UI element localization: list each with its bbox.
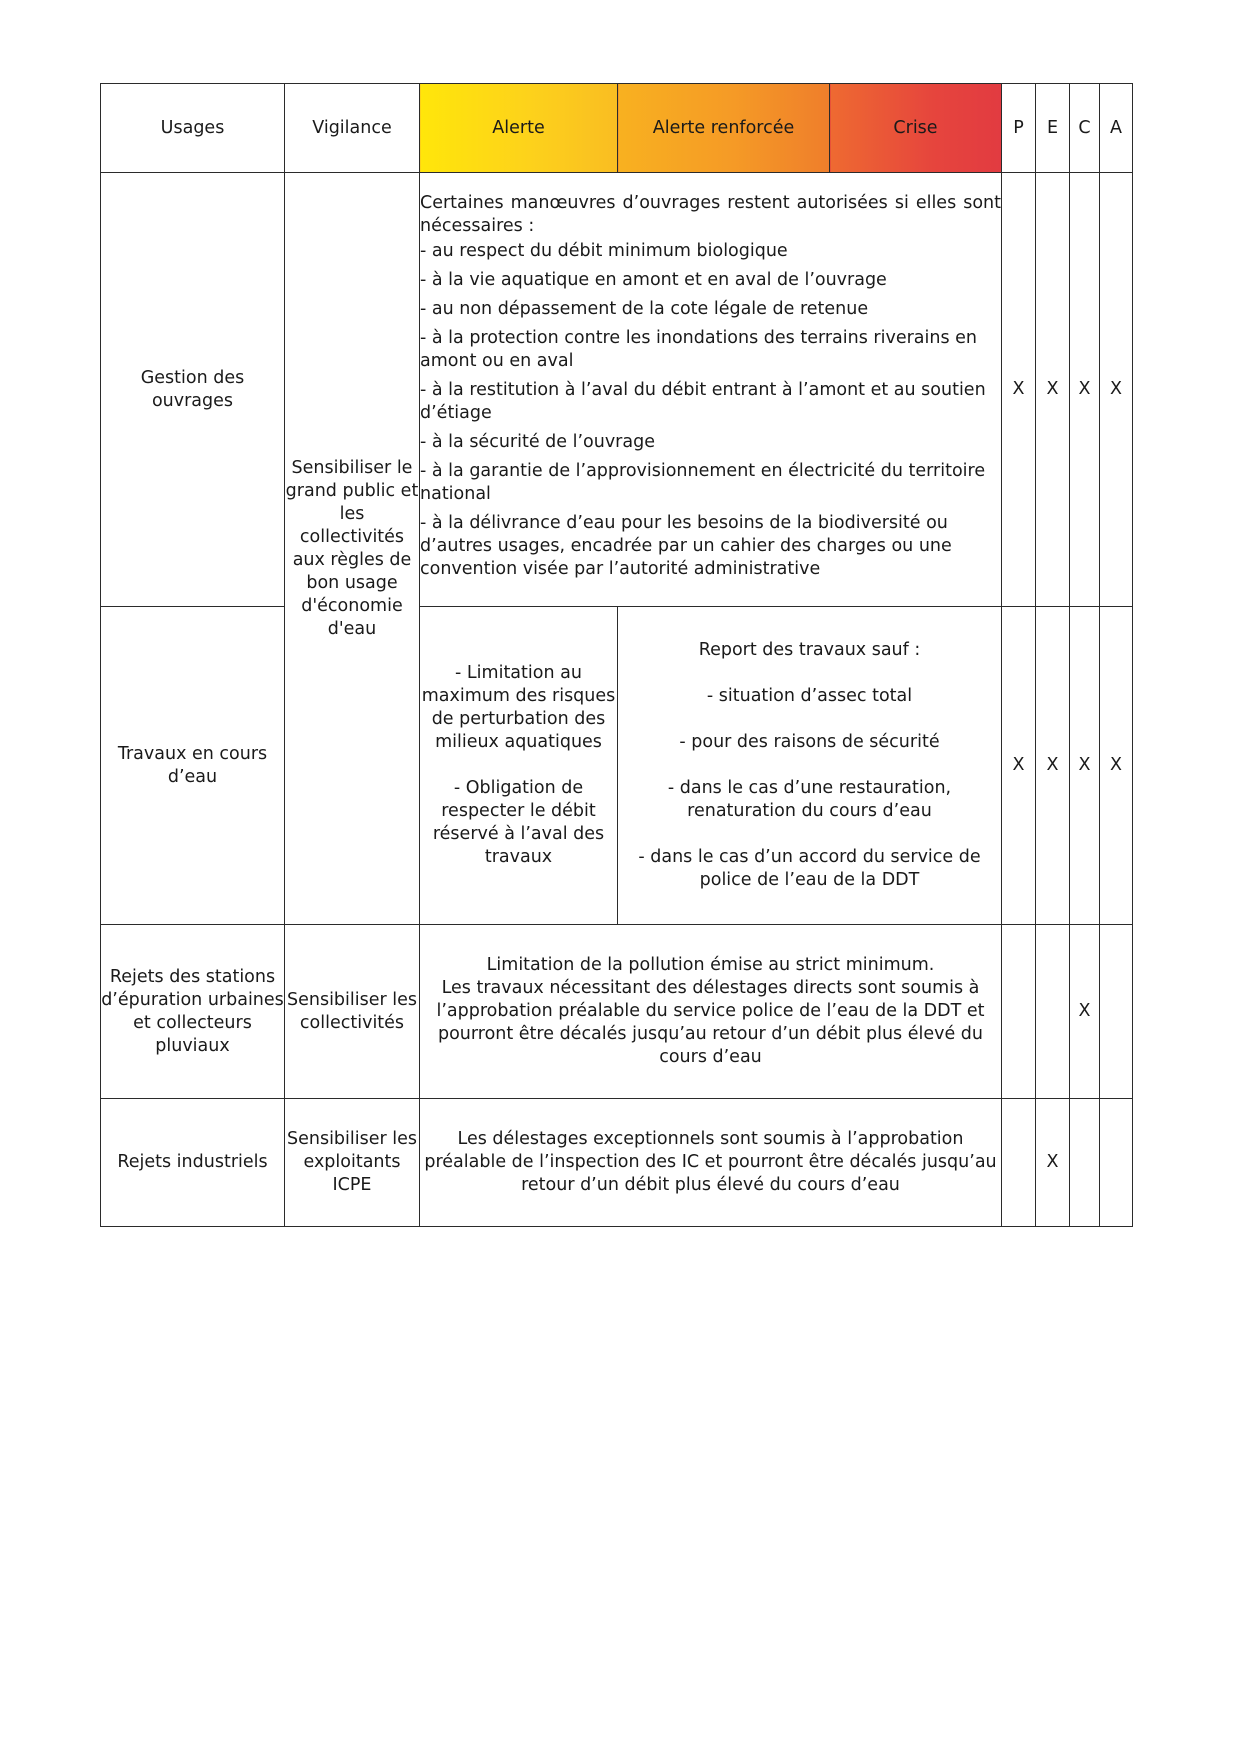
- stations-limitation: Limitation de la pollution émise au strict minimum.: [486, 955, 935, 975]
- travaux-mark-p: X: [1002, 607, 1036, 925]
- vigilance-sensibiliser-grand-public: Sensibiliser le grand public et les collectivités aux règles de bon usage d'économie d'eau: [285, 173, 420, 925]
- usage-travaux-cours-eau: Travaux en cours d’eau: [101, 607, 285, 925]
- document-page: [100, 83, 1132, 1225]
- travaux-report-measures: [618, 607, 1002, 925]
- vigilance-sensibiliser-exploitants: Sensibiliser les exploitants ICPE: [285, 1099, 420, 1227]
- gestion-mark-p: X: [1002, 173, 1036, 607]
- header-alerte-renforcee: Alerte renforcée: [618, 84, 830, 173]
- gestion-item: - à la restitution à l’aval du débit entrant à l’amont et au soutien d’étiage: [420, 380, 986, 423]
- header-p: P: [1002, 84, 1036, 173]
- gestion-item: - au respect du débit minimum biologique: [420, 241, 788, 261]
- gestion-mark-e: X: [1036, 173, 1070, 607]
- row-rejets-industriels: [101, 1099, 1133, 1227]
- travaux-mark-e: X: [1036, 607, 1070, 925]
- industriels-measures: Les délestages exceptionnels sont soumis à l’approbation préalable de l’inspection des IC et pourront être décalés jusqu’au retour d’un débit plus élevé du cours d’eau: [420, 1099, 1002, 1227]
- gestion-item: - à la sécurité de l’ouvrage: [420, 432, 655, 452]
- gestion-mark-a: X: [1100, 173, 1133, 607]
- travaux-report-item: - dans le cas d’une restauration, renaturation du cours d’eau: [667, 778, 952, 821]
- travaux-report-item: - dans le cas d’un accord du service de police de l’eau de la DDT: [638, 847, 981, 890]
- gestion-mark-c: X: [1070, 173, 1100, 607]
- stations-delestages: Les travaux nécessitant des délestages directs sont soumis à l’approbation préalable du service police de l’eau de la DDT et pourront être décalés jusqu’au retour d’un débit plus élevé du cours d’eau: [436, 978, 985, 1067]
- usage-rejets-industriels: Rejets industriels: [101, 1099, 285, 1227]
- header-alerte: Alerte: [420, 84, 618, 173]
- stations-mark-c: X: [1070, 925, 1100, 1099]
- travaux-mark-a: X: [1100, 607, 1133, 925]
- industriels-mark-a: [1100, 1099, 1133, 1227]
- gestion-intro: Certaines manœuvres d’ouvrages restent autorisées si elles sont nécessaires :: [420, 193, 1001, 236]
- travaux-limitation: - Limitation au maximum des risques de perturbation des milieux aquatiques: [421, 663, 616, 752]
- gestion-item: - à la garantie de l’approvisionnement en électricité du territoire national: [420, 461, 986, 504]
- travaux-obligation: - Obligation de respecter le débit réservé à l’aval des travaux: [432, 778, 605, 867]
- gestion-item: - à la protection contre les inondations des terrains riverains en amont ou en aval: [420, 328, 978, 371]
- gestion-item: - au non dépassement de la cote légale de retenue: [420, 299, 869, 319]
- travaux-report-item: - situation d’assec total: [706, 686, 913, 706]
- header-e: E: [1036, 84, 1070, 173]
- travaux-alerte-measures: [420, 607, 618, 925]
- row-rejets-stations: [101, 925, 1133, 1099]
- travaux-report-title: Report des travaux sauf :: [698, 640, 921, 660]
- industriels-mark-c: [1070, 1099, 1100, 1227]
- industriels-mark-p: [1002, 1099, 1036, 1227]
- stations-measures: [420, 925, 1002, 1099]
- row-gestion-ouvrages: [101, 173, 1133, 607]
- travaux-mark-c: X: [1070, 607, 1100, 925]
- travaux-report-item: - pour des raisons de sécurité: [679, 732, 940, 752]
- gestion-exceptions-list: [420, 173, 1002, 607]
- header-usages: Usages: [101, 84, 285, 173]
- stations-mark-e: [1036, 925, 1070, 1099]
- industriels-mark-e: X: [1036, 1099, 1070, 1227]
- restriction-measures-table: [100, 83, 1133, 1227]
- header-row: [101, 84, 1133, 173]
- header-a: A: [1100, 84, 1133, 173]
- usage-gestion-ouvrages: Gestion des ouvrages: [101, 173, 285, 607]
- gestion-item: - à la vie aquatique en amont et en aval de l’ouvrage: [420, 270, 887, 290]
- header-crise: Crise: [830, 84, 1002, 173]
- row-travaux-cours-eau: [101, 607, 1133, 925]
- header-vigilance: Vigilance: [285, 84, 420, 173]
- stations-mark-p: [1002, 925, 1036, 1099]
- usage-rejets-stations: Rejets des stations d’épuration urbaines et collecteurs pluviaux: [101, 925, 285, 1099]
- vigilance-sensibiliser-collectivites: Sensibiliser les collectivités: [285, 925, 420, 1099]
- stations-mark-a: [1100, 925, 1133, 1099]
- header-c: C: [1070, 84, 1100, 173]
- gestion-item: - à la délivrance d’eau pour les besoins de la biodiversité ou d’autres usages, encadrée par un cahier des charges ou une convention visée par l’autorité administrative: [420, 513, 952, 579]
